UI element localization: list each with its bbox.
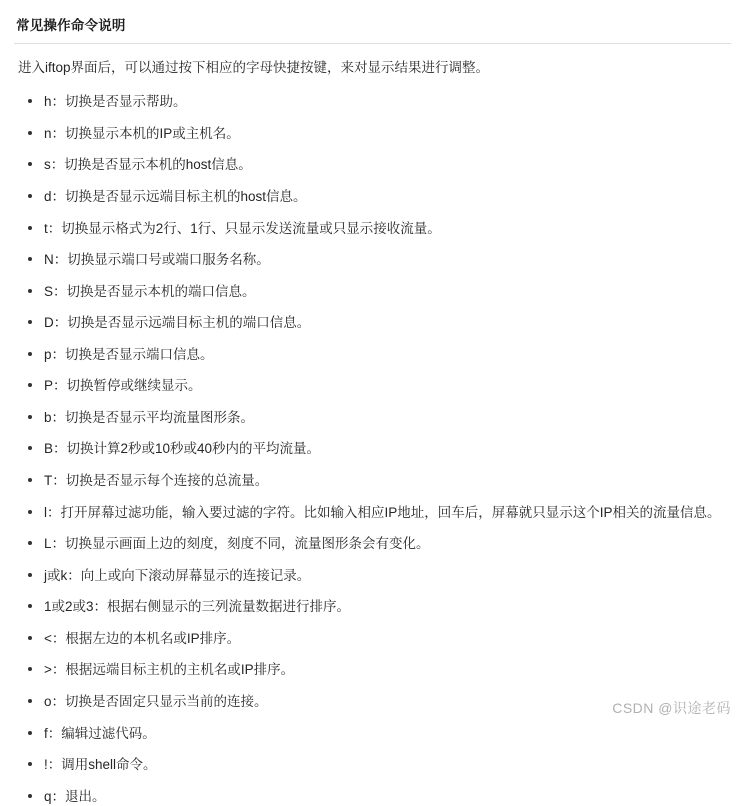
list-item: P：切换暂停或继续显示。 <box>14 376 731 396</box>
list-item: 1或2或3：根据右侧显示的三列流量数据进行排序。 <box>14 597 731 617</box>
list-item: q：退出。 <box>14 787 731 806</box>
list-item: L：切换显示画面上边的刻度，刻度不同，流量图形条会有变化。 <box>14 534 731 554</box>
list-item: S：切换是否显示本机的端口信息。 <box>14 282 731 302</box>
list-item: n：切换显示本机的IP或主机名。 <box>14 124 731 144</box>
list-item: <：根据左边的本机名或IP排序。 <box>14 629 731 649</box>
list-item: p：切换是否显示端口信息。 <box>14 345 731 365</box>
list-item: f：编辑过滤代码。 <box>14 724 731 744</box>
list-item: B：切换计算2秒或10秒或40秒内的平均流量。 <box>14 439 731 459</box>
title-divider <box>14 43 731 44</box>
watermark: CSDN @识途老码 <box>612 700 731 716</box>
list-item: !：调用shell命令。 <box>14 755 731 775</box>
list-item: s：切换是否显示本机的host信息。 <box>14 155 731 175</box>
list-item: j或k：向上或向下滚动屏幕显示的连接记录。 <box>14 566 731 586</box>
list-item: >：根据远端目标主机的主机名或IP排序。 <box>14 660 731 680</box>
list-item: o：切换是否固定只显示当前的连接。 <box>14 692 731 712</box>
intro-paragraph: 进入iftop界面后，可以通过按下相应的字母快捷按键，来对显示结果进行调整。 <box>18 60 490 75</box>
list-item: T：切换是否显示每个连接的总流量。 <box>14 471 731 491</box>
list-item: t：切换显示格式为2行、1行、只显示发送流量或只显示接收流量。 <box>14 219 731 239</box>
list-item: h：切换是否显示帮助。 <box>14 92 731 112</box>
list-item: b：切换是否显示平均流量图形条。 <box>14 408 731 428</box>
page-title: 常见操作命令说明 <box>16 18 126 33</box>
list-item: d：切换是否显示远端目标主机的host信息。 <box>14 187 731 207</box>
list-item: D：切换是否显示远端目标主机的端口信息。 <box>14 313 731 333</box>
list-item: l：打开屏幕过滤功能，输入要过滤的字符。比如输入相应IP地址，回车后，屏幕就只显示这个IP相关的流量信息。 <box>14 503 731 523</box>
list-item: N：切换显示端口号或端口服务名称。 <box>14 250 731 270</box>
